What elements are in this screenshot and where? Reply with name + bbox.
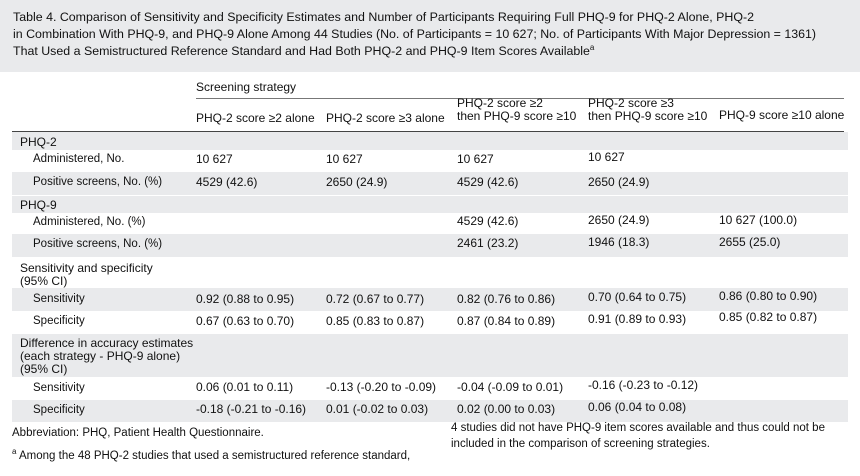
row-label-difference-specificity: Specificity xyxy=(33,404,85,416)
cell-phq2-administered-c4: 10 627 xyxy=(588,150,625,164)
caption-footnote-marker: a xyxy=(589,42,595,52)
column-header-2: PHQ-2 score ≥3 alone xyxy=(326,111,445,125)
cell-difference-sensitivity-c3: -0.04 (-0.09 to 0.01) xyxy=(457,380,564,394)
cell-specificity-c1: 0.67 (0.63 to 0.70) xyxy=(196,314,295,328)
cell-phq2-positive-c4: 2650 (24.9) xyxy=(588,175,650,189)
cell-difference-specificity-c4: 0.06 (0.04 to 0.08) xyxy=(588,400,687,414)
cell-sensitivity-c5: 0.86 (0.80 to 0.90) xyxy=(719,289,818,303)
cell-difference-sensitivity-c4: -0.16 (-0.23 to -0.12) xyxy=(588,378,699,392)
cell-phq2-positive-c2: 2650 (24.9) xyxy=(326,175,388,189)
cell-sensitivity-c1: 0.92 (0.88 to 0.95) xyxy=(196,292,295,306)
section-label-phq2: PHQ-2 xyxy=(20,135,57,149)
cell-specificity-c3: 0.87 (0.84 to 0.89) xyxy=(457,314,556,328)
cell-difference-sensitivity-c1: 0.06 (0.01 to 0.11) xyxy=(196,380,294,394)
section-band-phq9 xyxy=(12,196,848,213)
cell-difference-specificity-c3: 0.02 (0.00 to 0.03) xyxy=(457,402,556,416)
cell-sensitivity-c4: 0.70 (0.64 to 0.75) xyxy=(588,290,687,304)
cell-difference-specificity-c1: -0.18 (-0.21 to -0.16) xyxy=(196,402,307,416)
row-band-difference-specificity xyxy=(12,400,848,422)
cell-sensitivity-c3: 0.82 (0.76 to 0.86) xyxy=(457,292,556,306)
footnote-a-text: Among the 48 PHQ-2 studies that used a semistructured reference standard, xyxy=(19,449,411,462)
row-label-phq9-positive: Positive screens, No. (%) xyxy=(33,238,163,250)
cell-phq9-positive-c5: 2655 (25.0) xyxy=(719,235,781,249)
table-caption xyxy=(0,0,860,72)
section-label-phq9: PHQ-9 xyxy=(20,198,57,212)
header-bottom-rule xyxy=(12,131,844,132)
column-header-5: PHQ-9 score ≥10 alone xyxy=(719,108,845,122)
cell-sensitivity-c2: 0.72 (0.67 to 0.77) xyxy=(326,292,425,306)
cell-phq2-administered-c2: 10 627 xyxy=(326,152,363,166)
row-label-difference-sensitivity: Sensitivity xyxy=(33,382,85,394)
footnote-abbreviation: Abbreviation: PHQ, Patient Health Questionnaire. xyxy=(12,427,264,439)
column-header-1: PHQ-2 score ≥2 alone xyxy=(196,111,315,125)
cell-phq9-positive-c3: 2461 (23.2) xyxy=(457,236,519,250)
row-label-phq2-positive: Positive screens, No. (%) xyxy=(33,176,163,188)
row-label-sensitivity: Sensitivity xyxy=(33,293,85,305)
footnote-a xyxy=(12,444,410,464)
footnote-a-marker: a xyxy=(12,447,17,456)
cell-difference-sensitivity-c2: -0.13 (-0.20 to -0.09) xyxy=(326,380,437,394)
row-label-phq2-administered: Administered, No. xyxy=(33,153,125,165)
cell-specificity-c2: 0.85 (0.83 to 0.87) xyxy=(326,314,425,328)
caption-line-1: Table 4. Comparison of Sensitivity and Specificity Estimates and Number of Participants Requiring Full PHQ-9 for PHQ-2 Alone, PHQ-2 xyxy=(13,10,754,24)
section-label-sens-spec: Sensitivity and specificity (95% CI) xyxy=(20,261,153,288)
cell-phq2-administered-c1: 10 627 xyxy=(196,152,233,166)
cell-phq2-positive-c1: 4529 (42.6) xyxy=(196,175,258,189)
caption-line-3 xyxy=(13,43,848,60)
column-header-3: PHQ-2 score ≥2 then PHQ-9 score ≥10 xyxy=(457,96,577,123)
row-label-specificity: Specificity xyxy=(33,315,85,327)
cell-specificity-c5: 0.85 (0.82 to 0.87) xyxy=(719,310,818,324)
screening-strategy-header: Screening strategy xyxy=(196,80,297,94)
cell-difference-specificity-c2: 0.01 (-0.02 to 0.03) xyxy=(326,402,429,416)
row-label-phq9-administered: Administered, No. (%) xyxy=(33,216,146,228)
column-header-4: PHQ-2 score ≥3 then PHQ-9 score ≥10 xyxy=(588,96,708,123)
footnote-a-continued: 4 studies did not have PHQ-9 item scores available and thus could not be included in the comparison of screening strategies. xyxy=(451,422,825,450)
caption-line-2: in Combination With PHQ-9, and PHQ-9 Alone Among 44 Studies (No. of Participants = 10 627; No. of Participants With Major Depression = 1361) xyxy=(13,27,817,41)
cell-phq9-administered-c3: 4529 (42.6) xyxy=(457,214,519,228)
cell-specificity-c4: 0.91 (0.89 to 0.93) xyxy=(588,312,687,326)
cell-phq9-administered-c4: 2650 (24.9) xyxy=(588,213,650,227)
section-label-difference: Difference in accuracy estimates (each strategy - PHQ-9 alone) (95% CI) xyxy=(20,336,194,376)
cell-phq2-administered-c3: 10 627 xyxy=(457,152,494,166)
cell-phq2-positive-c3: 4529 (42.6) xyxy=(457,175,519,189)
caption-line-3-text: That Used a Semistructured Reference Standard and Had Both PHQ-2 and PHQ-9 Item Scores Available xyxy=(13,44,590,58)
cell-phq9-positive-c4: 1946 (18.3) xyxy=(588,235,650,249)
cell-phq9-administered-c5: 10 627 (100.0) xyxy=(719,213,798,227)
section-band-phq2 xyxy=(12,132,848,150)
